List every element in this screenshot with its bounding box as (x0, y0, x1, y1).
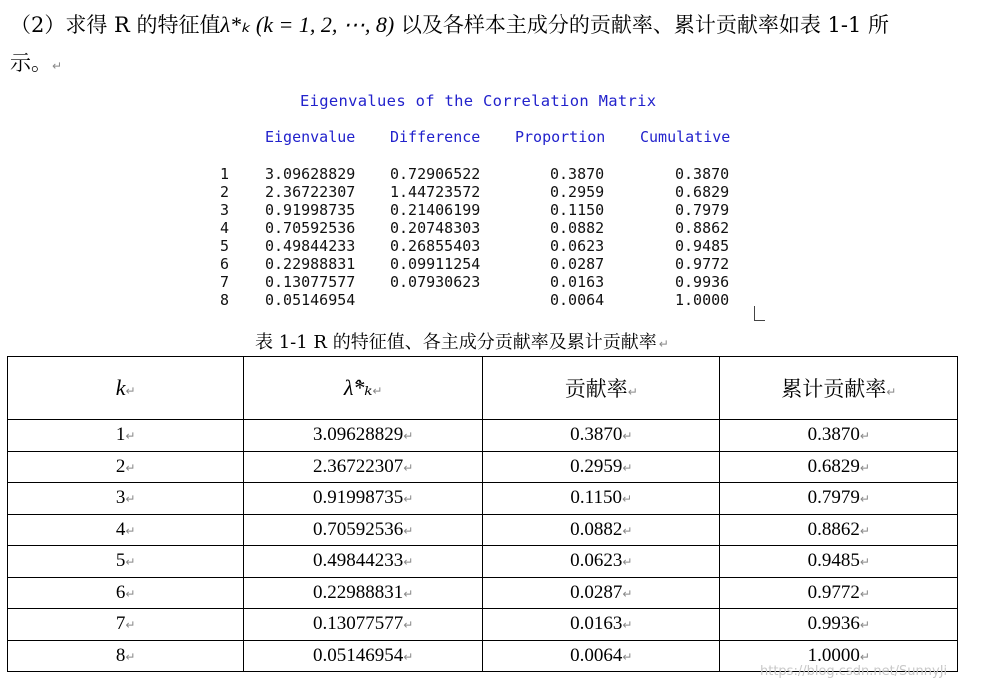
table-row (8, 577, 958, 609)
sas-eigenvalue: 3.09628829 (265, 165, 356, 183)
sas-header-eigenvalue: Eigenvalue (265, 128, 356, 146)
cell-contribution: 0.0882↵ (482, 514, 720, 546)
sas-k: 7 (220, 273, 230, 291)
sas-k: 1 (220, 165, 230, 183)
table-caption (255, 328, 669, 354)
cell-contribution: 0.0064↵ (482, 640, 720, 672)
sas-cumulative: 0.6829 (675, 183, 730, 201)
sas-row (220, 255, 740, 273)
cell-cumulative: 0.7979↵ (720, 483, 958, 515)
cell-cumulative: 1.0000↵ (720, 640, 958, 672)
sas-eigenvalue: 0.70592536 (265, 219, 356, 237)
sas-proportion: 0.0623 (550, 237, 605, 255)
sas-difference: 1.44723572 (390, 183, 481, 201)
sas-proportion: 0.0064 (550, 291, 605, 309)
text-cursor-icon (754, 306, 765, 321)
sas-row (220, 219, 740, 237)
header-contribution: 贡献率↵ (482, 357, 720, 420)
intro-prefix: （2）求得 R 的特征值 (10, 13, 221, 37)
cell-contribution: 0.0287↵ (482, 577, 720, 609)
cell-k: 2↵ (8, 451, 244, 483)
sas-cumulative: 0.9772 (675, 255, 730, 273)
sas-row (220, 273, 740, 291)
sas-k: 8 (220, 291, 230, 309)
table-row (8, 546, 958, 578)
table-row (8, 420, 958, 452)
table-row (8, 451, 958, 483)
cell-contribution: 0.2959↵ (482, 451, 720, 483)
sas-eigenvalue: 2.36722307 (265, 183, 356, 201)
sas-row (220, 183, 740, 201)
sas-difference: 0.20748303 (390, 219, 481, 237)
sas-proportion: 0.2959 (550, 183, 605, 201)
cell-eigenvalue: 3.09628829↵ (244, 420, 483, 452)
intro-suffix: 以及各样本主成分的贡献率、累计贡献率如表 1-1 所 (394, 13, 890, 37)
sas-eigenvalue: 0.91998735 (265, 201, 356, 219)
sas-difference: 0.26855403 (390, 237, 481, 255)
sas-row (220, 291, 740, 309)
sas-cumulative: 0.8862 (675, 219, 730, 237)
cell-cumulative: 0.6829↵ (720, 451, 958, 483)
sas-k: 4 (220, 219, 230, 237)
sas-title: Eigenvalues of the Correlation Matrix (300, 92, 657, 110)
sas-header-difference: Difference (390, 128, 481, 146)
table-row (8, 514, 958, 546)
header-k: k↵ (8, 357, 244, 420)
sas-proportion: 0.1150 (550, 201, 605, 219)
sas-k: 6 (220, 255, 230, 273)
cell-k: 4↵ (8, 514, 244, 546)
sas-row (220, 201, 740, 219)
sas-k: 2 (220, 183, 230, 201)
sas-proportion: 0.3870 (550, 165, 605, 183)
sas-eigenvalue: 0.22988831 (265, 255, 356, 273)
cell-eigenvalue: 2.36722307↵ (244, 451, 483, 483)
header-cumulative: 累计贡献率↵ (720, 357, 958, 420)
sas-k: 3 (220, 201, 230, 219)
sas-cumulative: 0.9485 (675, 237, 730, 255)
cell-contribution: 0.0623↵ (482, 546, 720, 578)
cell-cumulative: 0.8862↵ (720, 514, 958, 546)
sas-eigenvalue: 0.13077577 (265, 273, 356, 291)
table-header-row (8, 357, 958, 420)
caption-text: 表 1-1 R 的特征值、各主成分贡献率及累计贡献率 (255, 332, 657, 353)
sas-proportion: 0.0163 (550, 273, 605, 291)
sas-cumulative: 0.3870 (675, 165, 730, 183)
eigenvalue-formula: λ*ₖ (k = 1, 2, ⋯, 8) (220, 12, 395, 37)
intro-paragraph (10, 6, 970, 85)
paragraph-mark: ↵ (52, 59, 63, 73)
cell-cumulative: 0.9936↵ (720, 609, 958, 641)
cell-k: 5↵ (8, 546, 244, 578)
table-row (8, 483, 958, 515)
sas-difference: 0.09911254 (390, 255, 481, 273)
cell-eigenvalue: 0.13077577↵ (244, 609, 483, 641)
cell-eigenvalue: 0.70592536↵ (244, 514, 483, 546)
cell-eigenvalue: 0.22988831↵ (244, 577, 483, 609)
header-lambda: λ̂*ₖ↵ (244, 357, 483, 420)
cell-cumulative: 0.9772↵ (720, 577, 958, 609)
sas-cumulative: 1.0000 (675, 291, 730, 309)
sas-row (220, 237, 740, 255)
cell-k: 7↵ (8, 609, 244, 641)
sas-proportion: 0.0287 (550, 255, 605, 273)
eigenvalue-table (7, 356, 958, 672)
sas-cumulative: 0.7979 (675, 201, 730, 219)
sas-proportion: 0.0882 (550, 219, 605, 237)
cell-eigenvalue: 0.05146954↵ (244, 640, 483, 672)
sas-header-cumulative: Cumulative (640, 128, 731, 146)
sas-eigenvalue: 0.05146954 (265, 291, 356, 309)
cell-k: 8↵ (8, 640, 244, 672)
sas-k: 5 (220, 237, 230, 255)
cell-contribution: 0.1150↵ (482, 483, 720, 515)
cell-cumulative: 0.9485↵ (720, 546, 958, 578)
cell-k: 1↵ (8, 420, 244, 452)
intro-line2: 示。 (10, 51, 52, 75)
sas-difference: 0.07930623 (390, 273, 481, 291)
cell-eigenvalue: 0.91998735↵ (244, 483, 483, 515)
sas-row (220, 165, 740, 183)
cell-k: 6↵ (8, 577, 244, 609)
table-row (8, 609, 958, 641)
cell-contribution: 0.3870↵ (482, 420, 720, 452)
sas-difference: 0.21406199 (390, 201, 481, 219)
sas-difference: 0.72906522 (390, 165, 481, 183)
cell-contribution: 0.0163↵ (482, 609, 720, 641)
sas-cumulative: 0.9936 (675, 273, 730, 291)
cell-cumulative: 0.3870↵ (720, 420, 958, 452)
cell-k: 3↵ (8, 483, 244, 515)
watermark: https://blog.csdn.net/SunnyJi (760, 664, 948, 679)
sas-eigenvalue: 0.49844233 (265, 237, 356, 255)
sas-header-proportion: Proportion (515, 128, 606, 146)
cell-eigenvalue: 0.49844233↵ (244, 546, 483, 578)
paragraph-mark: ↵ (658, 337, 669, 351)
